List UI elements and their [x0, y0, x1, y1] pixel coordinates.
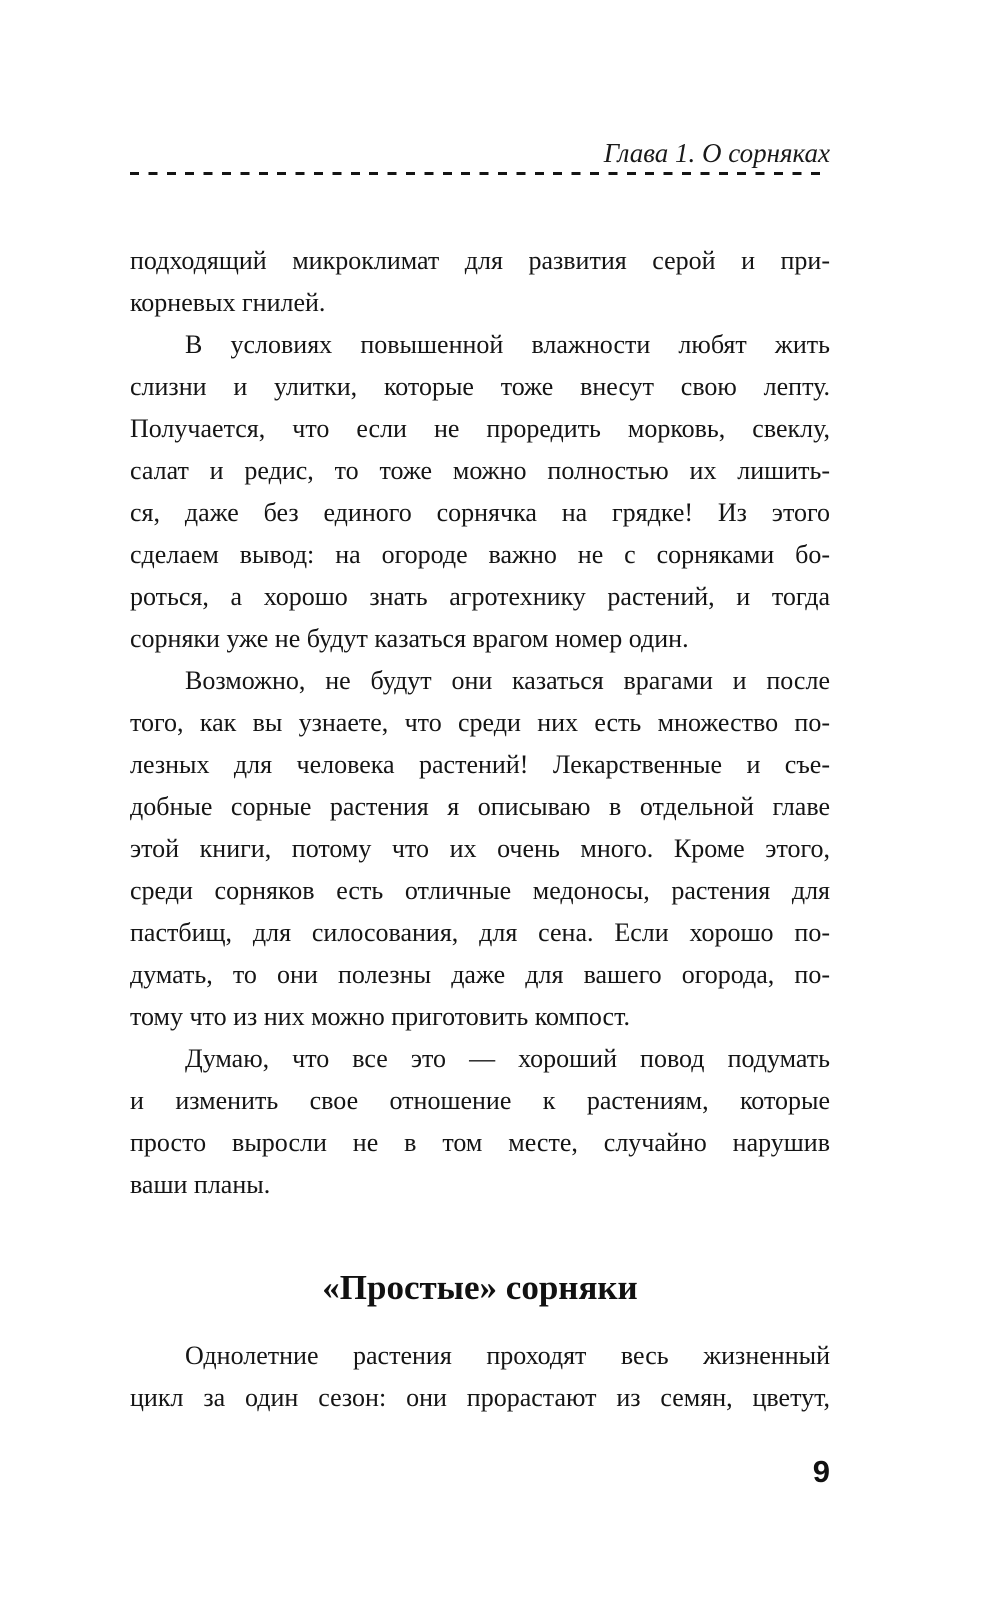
text-line: и изменить свое отношение к растениям, которые: [130, 1086, 830, 1115]
text-line: салат и редис, то тоже можно полностью их лишить-: [130, 456, 830, 485]
text-line: лезных для человека растений! Лекарственные и съе-: [130, 750, 830, 779]
section-heading: «Простые» сорняки: [322, 1268, 638, 1307]
text-line: просто выросли не в том месте, случайно нарушив: [130, 1128, 830, 1157]
text-line: ся, даже без единого сорнячка на грядке! Из этого: [130, 498, 830, 527]
text-line: Однолетние растения проходят весь жизненный: [185, 1341, 830, 1370]
text-line: В условиях повышенной влажности любят жить: [185, 330, 830, 359]
text-line: сделаем вывод: на огороде важно не с сорняками бо-: [130, 540, 830, 569]
text-line: добные сорные растения я описываю в отдельной главе: [130, 792, 830, 821]
text-line: сорняки уже не будут казаться врагом номер один.: [130, 624, 689, 653]
text-line: тому что из них можно приготовить компост.: [130, 1002, 630, 1031]
text-line: Думаю, что все это — хороший повод подумать: [185, 1044, 830, 1073]
text-line: роться, а хорошо знать агротехнику растений, и тогда: [130, 582, 830, 611]
text-line: корневых гнилей.: [130, 288, 326, 317]
text-line: слизни и улитки, которые тоже внесут свою лепту.: [130, 372, 830, 401]
page-body: [130, 240, 830, 1206]
text-line: пастбищ, для силосования, для сена. Если хорошо по-: [130, 918, 830, 947]
text-line: думать, то они полезны даже для вашего огорода, по-: [130, 960, 830, 989]
section-body: [130, 1335, 830, 1419]
dashed-divider: [130, 172, 829, 175]
text-line: подходящий микроклимат для развития серой и при-: [130, 246, 830, 275]
text-line: того, как вы узнаете, что среди них есть множество по-: [130, 708, 830, 737]
text-line: Получается, что если не проредить морковь, свеклу,: [130, 414, 830, 443]
text-line: среди сорняков есть отличные медоносы, растения для: [130, 876, 830, 905]
text-line: ваши планы.: [130, 1170, 271, 1199]
text-line: этой книги, потому что их очень много. Кроме этого,: [130, 834, 830, 863]
text-line: цикл за один сезон: они прорастают из семян, цветут,: [130, 1383, 830, 1412]
page-number: 9: [812, 1454, 830, 1489]
running-header: Глава 1. О сорняках: [603, 138, 830, 168]
text-line: Возможно, не будут они казаться врагами и после: [185, 666, 830, 695]
